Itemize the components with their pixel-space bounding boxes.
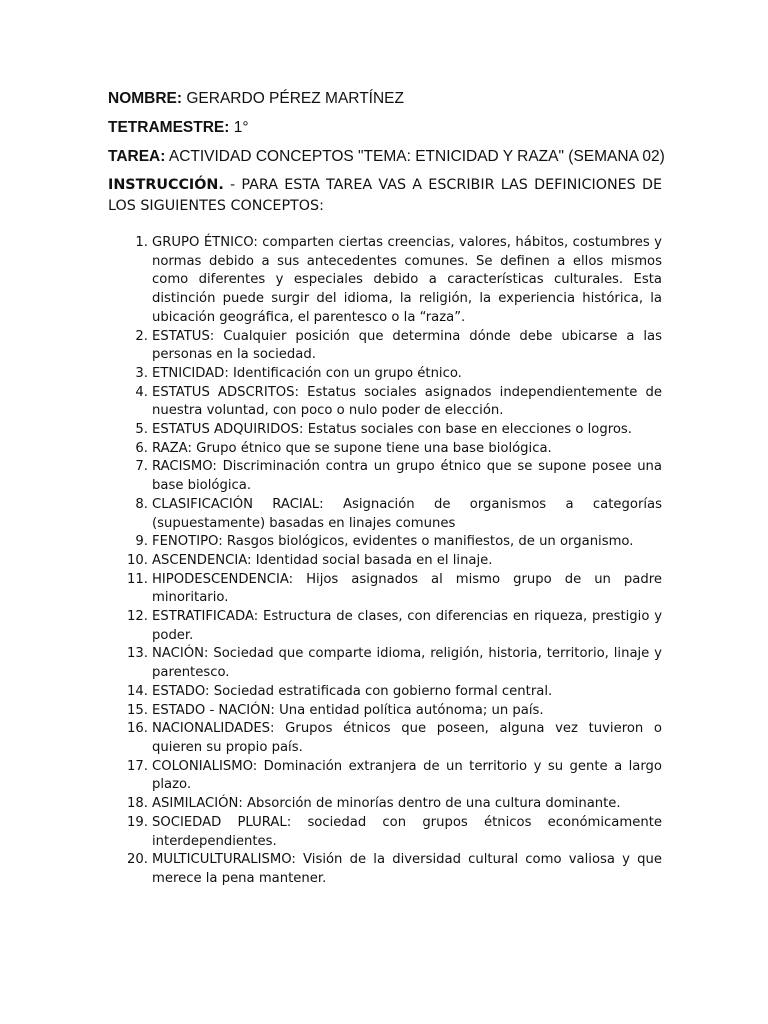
tetramestre-label: TETRAMESTRE: (108, 119, 230, 136)
concept-definition: Discriminación contra un grupo étnico que se supone posee una base biológica. (152, 459, 662, 494)
concept-definition: Identidad social basada en el linaje. (255, 552, 493, 568)
concepts-list (108, 234, 662, 889)
list-item (108, 496, 662, 533)
item-number: 4. (135, 384, 148, 400)
item-number: 3. (135, 365, 148, 381)
tarea-label: TAREA: (108, 148, 166, 165)
nombre-line (108, 88, 662, 110)
document-page (108, 88, 665, 889)
concept-term: ASCENDENCIA: (152, 552, 252, 568)
concept-term: HIPODESCENDENCIA: (152, 571, 294, 587)
concept-definition: Sociedad que comparte idioma, religión, historia, territorio, linaje y parentesco. (152, 646, 662, 681)
list-item (108, 645, 662, 682)
list-item (108, 758, 662, 795)
item-number: 13. (127, 646, 148, 662)
concept-definition: Grupos étnicos que poseen, alguna vez tuvieron o quieren su propio país. (152, 721, 662, 755)
list-item (108, 702, 662, 721)
concept-term: ESTRATIFICADA: (152, 609, 259, 625)
list-item (108, 552, 662, 571)
list-item (108, 683, 662, 702)
item-number: 14. (127, 683, 148, 699)
concept-definition: Rasgos biológicos, evidentes o manifiestos, de un organismo. (226, 534, 634, 550)
concept-definition: Estatus sociales con base en elecciones o logros. (307, 422, 632, 438)
concept-definition: Sociedad estratificada con gobierno formal central. (213, 683, 553, 699)
concept-definition: Estructura de clases, con diferencias en riqueza, prestigio y poder. (152, 609, 662, 643)
concept-term: ESTADO - NACIÓN: (152, 702, 275, 718)
concept-term: FENOTIPO: (152, 534, 223, 550)
tarea-value: ACTIVIDAD CONCEPTOS "TEMA: ETNICIDAD Y RAZA" (SEMANA 02) (168, 148, 665, 165)
item-number: 17. (127, 758, 148, 774)
nombre-value: GERARDO PÉREZ MARTÍNEZ (186, 90, 404, 107)
concept-term: RAZA: (152, 440, 192, 456)
item-number: 11. (127, 571, 148, 587)
item-number: 2. (135, 328, 148, 344)
item-number: 19. (127, 814, 148, 830)
concept-definition: sociedad con grupos étnicos económicamente interdependientes. (152, 814, 662, 849)
nombre-label: NOMBRE: (108, 90, 183, 107)
tetramestre-line (108, 117, 662, 139)
concept-term: NACIONALIDADES: (152, 721, 275, 737)
concept-term: ESTATUS ADSCRITOS: (152, 384, 299, 400)
concept-definition: Visión de la diversidad cultural como valiosa y que merece la pena mantener. (152, 852, 662, 886)
concept-definition: Cualquier posición que determina dónde debe ubicarse a las personas en la sociedad. (152, 328, 662, 363)
concept-term: MULTICULTURALISMO: (152, 852, 296, 868)
item-number: 12. (127, 609, 148, 625)
concept-definition: Una entidad política autónoma; un país. (279, 702, 544, 718)
item-number: 5. (135, 422, 148, 438)
tarea-line (108, 146, 665, 168)
concept-term: ESTADO: (152, 683, 210, 699)
concept-term: NACIÓN: (152, 646, 209, 662)
list-item (108, 571, 662, 608)
item-number: 6. (135, 440, 148, 456)
list-item (108, 851, 662, 888)
list-item (108, 421, 662, 440)
item-number: 16. (127, 721, 148, 737)
concept-term: ASIMILACIÓN: (152, 796, 243, 812)
concept-definition: Identificación con un grupo étnico. (232, 365, 462, 381)
item-number: 7. (135, 459, 148, 475)
concept-definition: Estatus sociales asignados independientemente de nuestra voluntad, con poco o nulo poder de elección. (152, 384, 662, 419)
instruction-paragraph (108, 175, 662, 217)
list-item (108, 814, 662, 851)
list-item (108, 720, 662, 757)
item-number: 8. (135, 496, 148, 512)
concept-term: CLASIFICACIÓN RACIAL: (152, 496, 324, 512)
item-number: 1. (135, 235, 148, 250)
concept-term: RACISMO: (152, 459, 217, 475)
concept-definition: Grupo étnico que se supone tiene una base biológica. (196, 440, 552, 456)
item-number: 20. (127, 852, 148, 868)
concept-term: GRUPO ÉTNICO: (152, 235, 258, 250)
instruction-label: INSTRUCCIÓN. (108, 177, 224, 193)
concept-definition: Asignación de organismos a categorías (supuestamente) basadas en linajes comunes (152, 496, 662, 531)
list-item (108, 384, 662, 421)
list-item (108, 440, 662, 459)
item-number: 18. (127, 796, 148, 812)
list-item (108, 795, 662, 814)
concept-term: SOCIEDAD PLURAL: (152, 814, 292, 830)
concept-term: ETNICIDAD: (152, 365, 229, 381)
list-item (108, 608, 662, 645)
concept-definition: Dominación extranjera de un territorio y su gente a largo plazo. (152, 758, 662, 793)
instruction-text: - PARA ESTA TAREA VAS A ESCRIBIR LAS DEFINICIONES DE LOS SIGUIENTES CONCEPTOS: (108, 177, 663, 214)
concept-term: COLONIALISMO: (152, 758, 258, 774)
list-item (108, 365, 662, 384)
item-number: 15. (127, 702, 148, 718)
list-item (108, 458, 662, 495)
concept-definition: Absorción de minorías dentro de una cultura dominante. (246, 796, 621, 812)
concept-term: ESTATUS: (152, 328, 215, 344)
tetramestre-value: 1° (233, 119, 249, 136)
list-item (108, 328, 662, 365)
list-item (108, 234, 662, 328)
item-number: 9. (135, 534, 148, 550)
concept-definition: Hijos asignados al mismo grupo de un padre minoritario. (152, 571, 662, 606)
list-item (108, 533, 662, 552)
concept-term: ESTATUS ADQUIRIDOS: (152, 422, 304, 438)
concept-definition: comparten ciertas creencias, valores, hábitos, costumbres y normas debido a sus antecedentes comunes. Se definen a ellos mismos como diferentes y especiales debido a características culturales. Esta distinción puede surgir del idioma, la religión, la experiencia histórica, la ubicación geográfica, el parentesco o la “raza”. (152, 235, 662, 325)
item-number: 10. (127, 552, 148, 568)
